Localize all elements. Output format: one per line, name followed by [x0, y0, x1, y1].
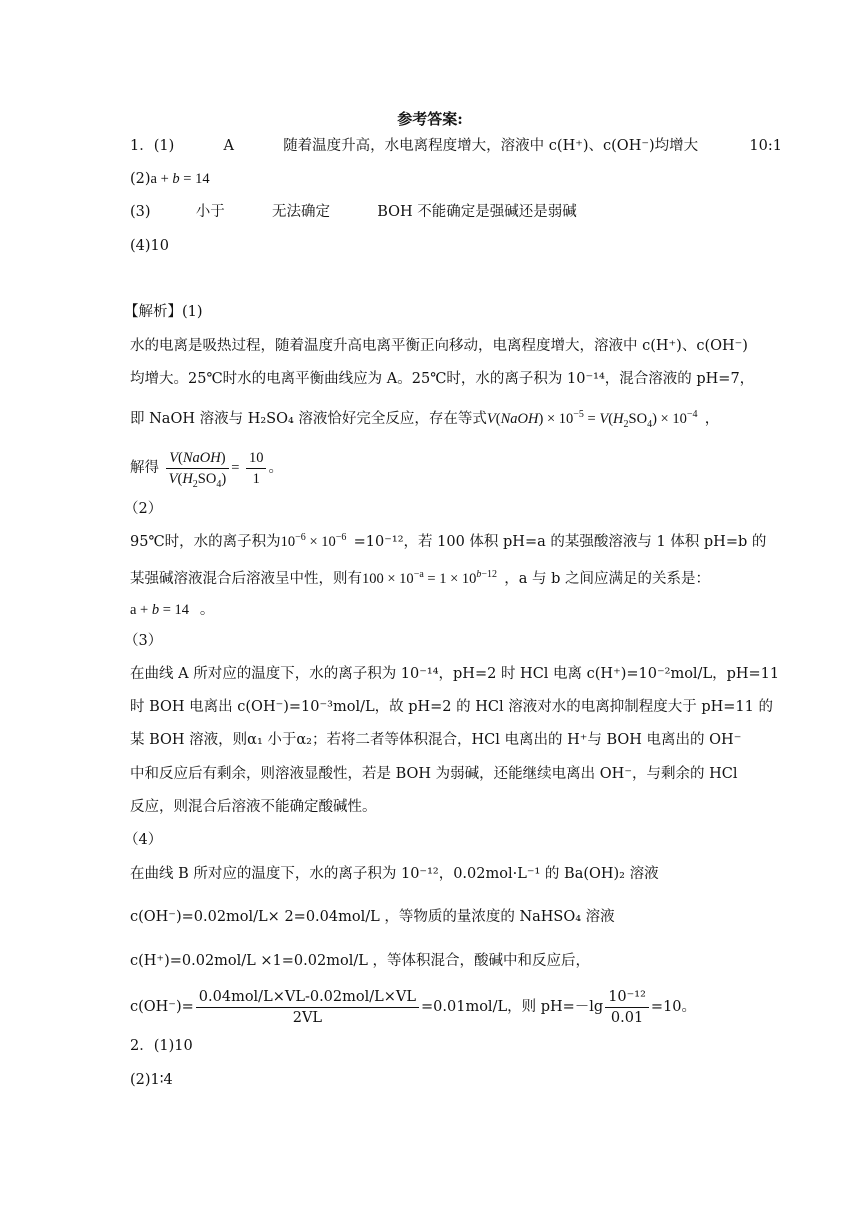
answer-1-3-number: (3)	[130, 204, 151, 220]
analysis-4-line-1: 在曲线 B 所对应的温度下，水的离子积为 10⁻¹²，0.02mol·L⁻¹ 的 Ba(OH)₂ 溶液	[130, 866, 659, 882]
analysis-1-solve-label: 解得	[130, 460, 159, 476]
equation-a-plus-b: a + b = 14 。	[130, 602, 215, 618]
analysis-1-line-4: 解得 $\frac{\text{V(NaOH)}}{V(H_2SO_4)}$ = $\frac{10}{1}$ 。	[130, 449, 283, 490]
fraction-volume-ratio: $\frac{\text{V(NaOH)}}{V(H_2SO_4)}$	[166, 449, 230, 488]
answer-1-2-formula: a + b = 14	[150, 171, 210, 187]
answer-1-2	[130, 169, 210, 189]
analysis-1-line-1: 水的电离是吸热过程，随着温度升高电离平衡正向移动，电离程度增大，溶液中 c(H⁺)、c(OH⁻)	[130, 338, 748, 354]
fraction-ph-log	[605, 988, 649, 1027]
analysis-heading: 【解析】(1)	[124, 304, 203, 320]
analysis-1-line-2: 均增大。25℃时水的电离平衡曲线应为 A。25℃时，水的离子积为 10⁻¹⁴，混合溶液的 pH=7，	[130, 371, 755, 387]
answer-2-2: (2)1∶4	[130, 1072, 173, 1088]
answer-1-2-number: (2)	[130, 171, 151, 187]
answer-1-3-reason: BOH 不能确定是强碱还是弱碱	[377, 204, 577, 220]
analysis-3-line-4: 中和反应后有剩余，则溶液显酸性，若是 BOH 为弱碱，还能继续电离出 OH⁻，与剩余的 HCl	[130, 766, 738, 782]
answer-1-1-ratio: 10:1	[749, 138, 782, 154]
analysis-3-line-5: 反应，则混合后溶液不能确定酸碱性。	[130, 799, 377, 815]
analysis-1-line-3: 即 NaOH 溶液与 H₂SO₄ 溶液恰好完全反应，存在等式V(NaOH) × $10^{-5} = V(H_2SO_4) \times 10^{-4}$ ，	[130, 409, 720, 430]
analysis-4-result: =10。	[650, 999, 697, 1015]
analysis-3-line-3: 某 BOH 溶液，则α₁ 小于α₂；若将二者等体积混合，HCl 电离出的 H⁺与 BOH 电离出的 OH⁻	[130, 732, 742, 748]
analysis-4-ph-text: =0.01mol/L，则 pH=－lg	[421, 999, 604, 1015]
answer-1-4: (4)10	[130, 238, 169, 254]
analysis-4-oh-label: c(OH⁻)=	[130, 999, 194, 1015]
analysis-3-line-2: 时 BOH 电离出 c(OH⁻)=10⁻³mol/L，故 pH=2 的 HCl 溶液对水的电离抑制程度大于 pH=11 的	[130, 699, 773, 715]
analysis-2-line-1	[130, 532, 766, 552]
equation-neutral-mix: $100 \times 10^{-a} = 1 \times 10^{b-12}$	[362, 569, 498, 587]
answer-1-3-acidity: 无法确定	[271, 204, 330, 220]
answer-1-1-reason: 随着温度升高，水电离程度增大，溶液中 c(H⁺)、c(OH⁻)均增大	[283, 138, 699, 154]
analysis-2-line-2	[130, 569, 710, 589]
fraction-oh-denominator: 2VL	[292, 1009, 323, 1026]
answer-1-3-compare: 小于	[195, 204, 225, 220]
analysis-4-line-4	[130, 985, 696, 1029]
fraction-ph-numerator: 10⁻¹²	[605, 988, 649, 1008]
analysis-4-line-3: c(H⁺)=0.02mol/L ×1=0.02mol/L ，等体积混合，酸碱中和反应后，	[130, 953, 590, 969]
equation-ion-product: $10^{-6} \times 10^{-6}$	[280, 532, 347, 550]
analysis-2-line-2-a: 某强碱溶液混合后溶液呈中性，则有	[130, 571, 362, 587]
section-2-label: （2）	[124, 501, 163, 517]
answer-1-1-choice: A	[223, 138, 234, 154]
analysis-1-line-3-text: 即 NaOH 溶液与 H₂SO₄ 溶液恰好完全反应，存在等式	[130, 411, 487, 427]
section-3-label: （3）	[124, 633, 163, 649]
fraction-ph-denominator: 0.01	[610, 1009, 644, 1026]
fraction-oh-concentration	[196, 988, 419, 1027]
answer-2-1: 2．(1)10	[130, 1038, 193, 1054]
analysis-2-line-1-b: =10⁻¹²，若 100 体积 pH=a 的某强酸溶液与 1 体积 pH=b 的	[353, 534, 767, 550]
equation-volume-balance: V	[486, 411, 496, 427]
section-4-label: （4）	[124, 832, 163, 848]
page-title: 参考答案:	[397, 110, 463, 128]
analysis-4-line-2: c(OH⁻)=0.02mol/L× 2=0.04mol/L ，等物质的量浓度的 NaHSO₄ 溶液	[130, 909, 615, 925]
answer-1-1	[130, 136, 782, 156]
answer-1-3	[130, 202, 577, 222]
analysis-3-line-1: 在曲线 A 所对应的温度下，水的离子积为 10⁻¹⁴，pH=2 时 HCl 电离 c(H⁺)=10⁻²mol/L，pH=11	[130, 666, 780, 682]
analysis-2-line-3	[130, 600, 214, 620]
analysis-2-line-1-a: 95℃时，水的离子积为	[130, 534, 281, 550]
fraction-ten-over-one: $\frac{10}{1}$	[246, 449, 267, 488]
answer-1-1-number: 1．(1)	[130, 138, 175, 154]
analysis-2-line-2-b: ，a 与 b 之间应满足的关系是：	[504, 571, 711, 587]
fraction-oh-numerator: 0.04mol/L×VL-0.02mol/L×VL	[196, 988, 419, 1008]
